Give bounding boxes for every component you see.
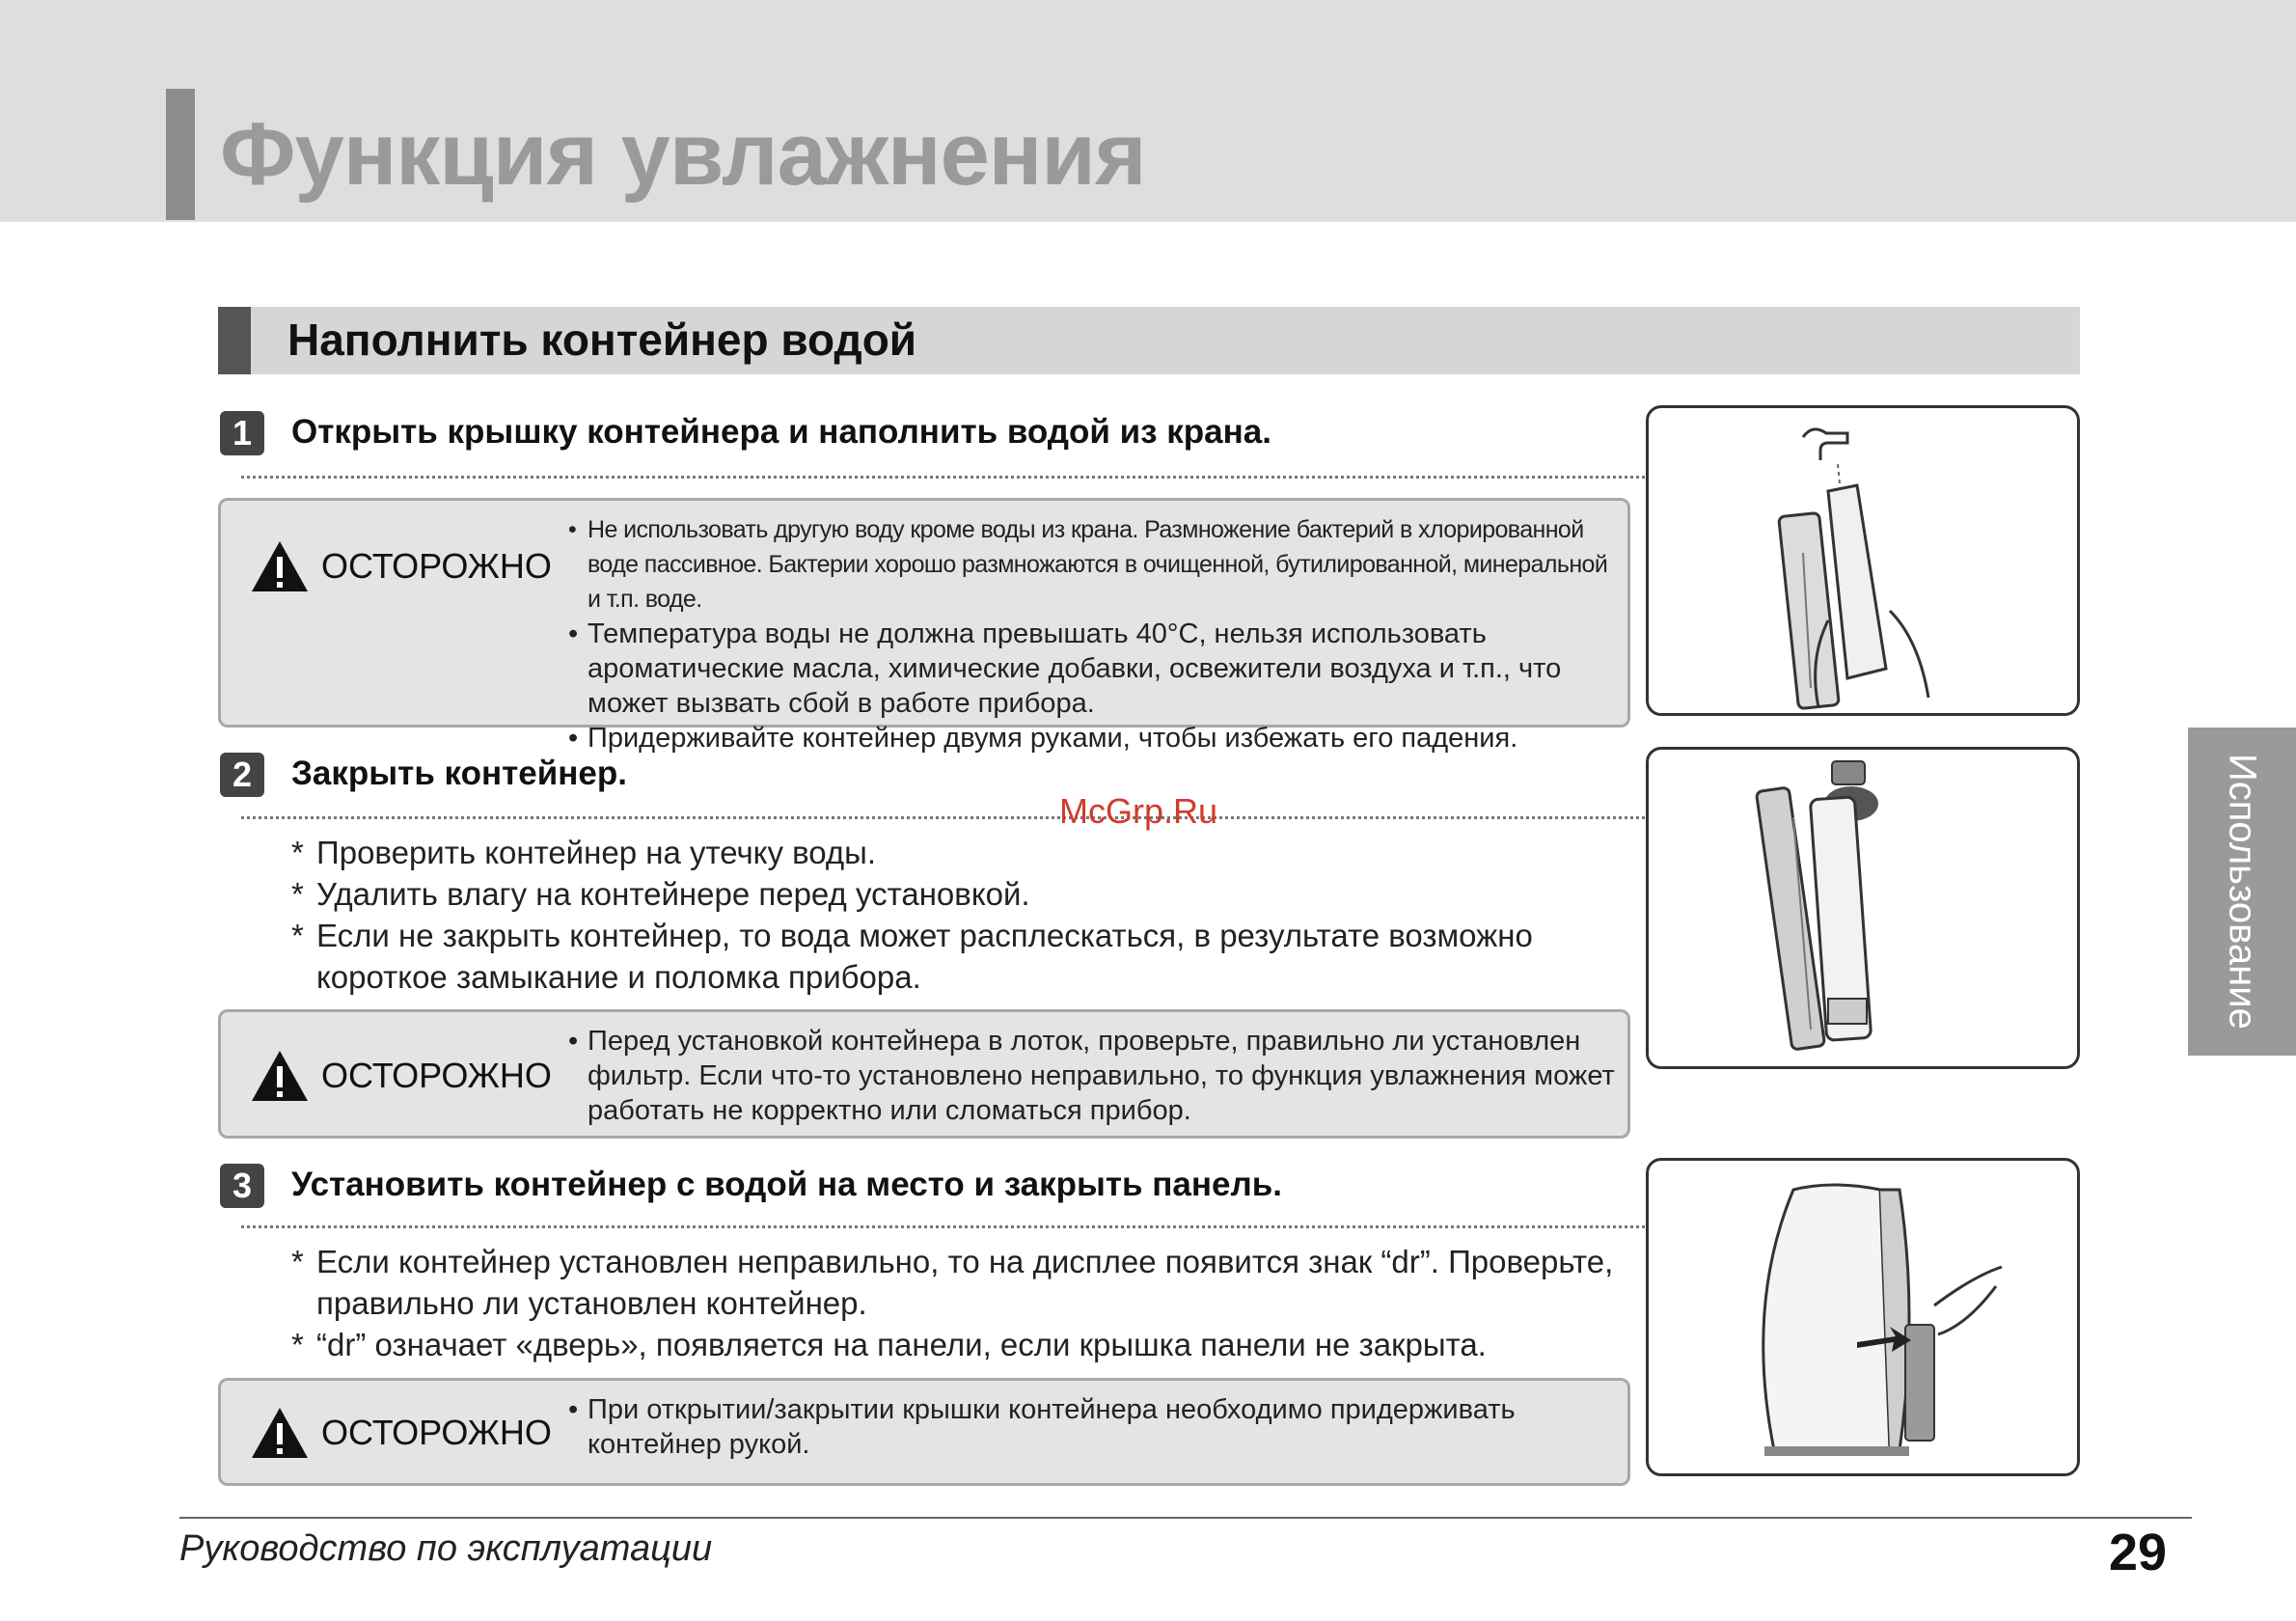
step-3-number: 3: [220, 1164, 264, 1208]
step-2-title: Закрыть контейнер.: [291, 755, 627, 792]
warning-triangle-icon: [250, 1049, 310, 1103]
watermark: McGrp.Ru: [1059, 791, 1218, 831]
footer-divider: [179, 1517, 2192, 1519]
humidifier-unit-illustration: [1649, 1161, 2077, 1473]
note-item: * “dr” означает «дверь», появляется на панели, если крышка панели не закрыта.: [291, 1324, 1642, 1365]
caution-label: ОСТОРОЖНО: [321, 1413, 552, 1452]
warning-triangle-icon: [250, 539, 310, 593]
section-title: Наполнить контейнер водой: [287, 315, 917, 365]
caution-item: • Перед установкой контейнера в лоток, проверьте, правильно ли установлен фильтр. Если что-то установлено неправильно, то функция увлажнения может работать не корректно или сломаться прибор.: [568, 1024, 1620, 1128]
illustration-frame-3: [1646, 1158, 2080, 1476]
page-number: 29: [2109, 1524, 2168, 1581]
step-2-number: 2: [220, 753, 264, 797]
caution-item: • Придерживайте контейнер двумя руками, чтобы избежать его падения.: [568, 721, 1620, 756]
side-tab-label: Использование: [2221, 754, 2264, 1030]
step-3-caution-text: [568, 1392, 1620, 1462]
step-1-number: 1: [220, 411, 264, 455]
step-2-caution-box: [218, 1009, 1630, 1139]
water-container-illustration: [1649, 750, 2077, 1066]
note-item: * Удалить влагу на контейнере перед установкой.: [291, 873, 1632, 915]
step-2-caution-text: [568, 1024, 1620, 1128]
step-1-caution-text: [568, 512, 1620, 756]
warning-triangle-icon: [250, 1406, 310, 1460]
step-1-title: Открыть крышку контейнера и наполнить водой из крана.: [291, 413, 1271, 451]
step-3-notes: [291, 1241, 1642, 1365]
note-item: * Если не закрыть контейнер, то вода может расплескаться, в результате возможно короткое замыкание и поломка прибора.: [291, 915, 1632, 998]
step-3-divider: [241, 1225, 1645, 1228]
step-2-divider: [241, 816, 1645, 819]
page-title: Функция увлажнения: [220, 105, 1146, 204]
caution-label: ОСТОРОЖНО: [321, 1056, 552, 1095]
illustration-frame-2: [1646, 747, 2080, 1069]
step-1-caution-box: [218, 498, 1630, 754]
note-item: * Проверить контейнер на утечку воды.: [291, 832, 1632, 873]
note-item: * Если контейнер установлен неправильно, то на дисплее появится знак “dr”. Проверьте, правильно ли установлен контейнер.: [291, 1241, 1642, 1324]
caution-item: • При открытии/закрытии крышки контейнера необходимо придерживать контейнер рукой.: [568, 1392, 1620, 1462]
step-3-title: Установить контейнер с водой на место и закрыть панель.: [291, 1166, 1282, 1203]
footer-text: Руководство по эксплуатации: [179, 1528, 713, 1569]
step-2-notes: [291, 832, 1632, 998]
header-accent-bar: [166, 89, 195, 220]
section-heading-accent: [218, 307, 251, 374]
step-3-caution-box: [218, 1378, 1630, 1486]
caution-item: • Температура воды не должна превышать 40°C, нельзя использовать ароматические масла, химические добавки, освежители воздуха и т.п., что может вызвать сбой в работе прибора.: [568, 617, 1620, 721]
step-1-divider: [241, 476, 1645, 479]
caution-item: • Не использовать другую воду кроме воды из крана. Размножение бактерий в хлорированной воде пассивное. Бактерии хорошо размножаются в очищенной, бутилированной, минеральной и т.п. воде.: [568, 512, 1620, 617]
caution-label: ОСТОРОЖНО: [321, 546, 552, 586]
illustration-frame-1: [1646, 405, 2080, 716]
faucet-illustration: [1649, 408, 2077, 713]
